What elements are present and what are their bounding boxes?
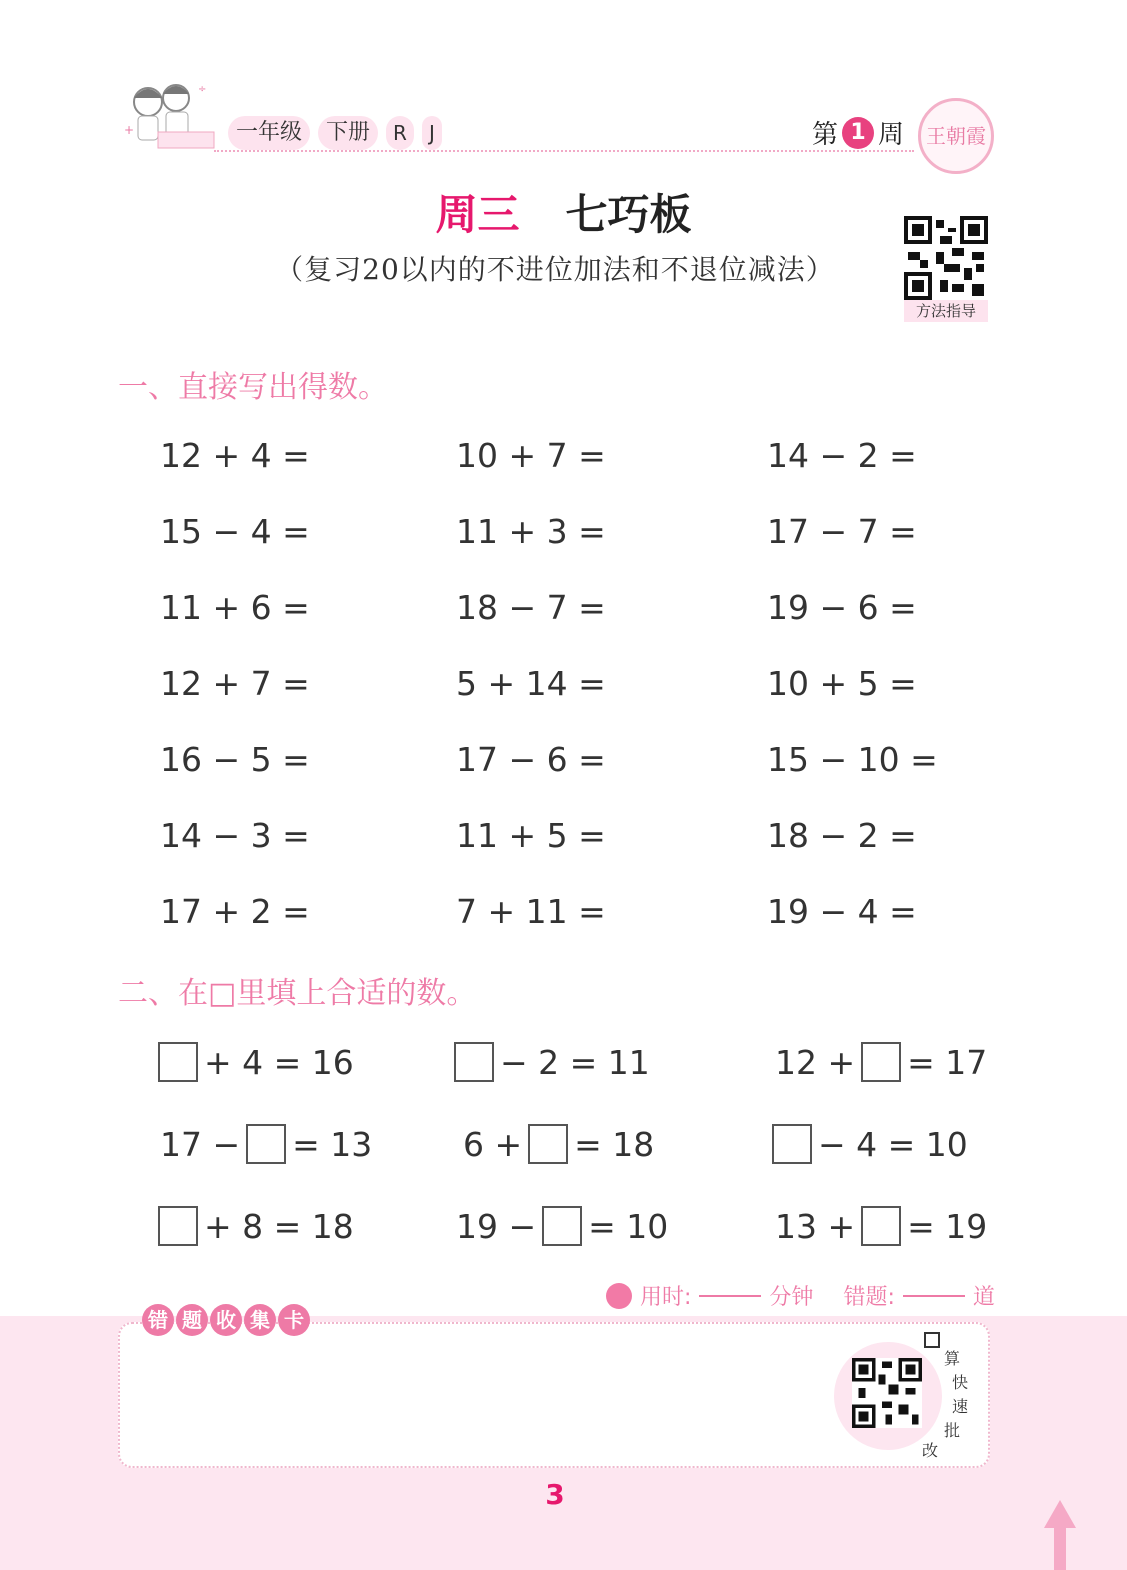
week-prefix: 第 bbox=[812, 120, 839, 150]
answer-box[interactable] bbox=[528, 1124, 568, 1164]
answer-box[interactable] bbox=[861, 1206, 901, 1246]
fill-after: − 2 = 11 bbox=[500, 1042, 650, 1082]
qr-code-icon[interactable] bbox=[904, 216, 988, 300]
qr-side-char: 改 bbox=[922, 1441, 939, 1460]
edition-tag-j: J bbox=[422, 116, 442, 150]
answer-box[interactable] bbox=[861, 1042, 901, 1082]
problem-2-1: 15 − 4 = bbox=[160, 512, 310, 551]
problem-6-1: 14 − 3 = bbox=[160, 816, 310, 855]
svg-text:+: + bbox=[124, 123, 135, 137]
problem-4-2: 5 + 14 = bbox=[456, 664, 606, 703]
fill-after: − 4 = 10 bbox=[818, 1124, 968, 1164]
problem-5-3: 15 − 10 = bbox=[767, 740, 938, 779]
qr-caption: 方法指导 bbox=[904, 300, 988, 322]
checkbox-icon bbox=[924, 1332, 940, 1348]
fill-after: = 13 bbox=[292, 1124, 373, 1164]
error-blank[interactable] bbox=[903, 1295, 965, 1297]
edition-tag-r: R bbox=[386, 116, 414, 150]
problem-6-3: 18 − 2 = bbox=[767, 816, 917, 855]
page-subtitle: （复习20以内的不进位加法和不退位减法） bbox=[275, 253, 835, 286]
arrow-up-icon bbox=[1040, 1498, 1080, 1570]
problem-3-3: 19 − 6 = bbox=[767, 588, 917, 627]
fill-problem-2-2 bbox=[463, 1124, 654, 1164]
section-2-title: 二、在□里填上合适的数。 bbox=[118, 976, 477, 1011]
fill-before: 6 + bbox=[463, 1124, 523, 1164]
title-day: 周三 bbox=[435, 190, 520, 239]
card-title-char: 收 bbox=[210, 1304, 242, 1336]
qr-side-char: 批 bbox=[944, 1421, 961, 1440]
fill-after: + 4 = 16 bbox=[204, 1042, 354, 1082]
grade-tags bbox=[228, 116, 442, 150]
author-seal-logo: 王朝霞 bbox=[918, 98, 994, 174]
qr-code-icon[interactable] bbox=[852, 1358, 922, 1428]
card-title-char: 错 bbox=[142, 1304, 174, 1336]
grade-tag: 一年级 bbox=[228, 116, 310, 150]
problem-1-1: 12 + 4 = bbox=[160, 436, 310, 475]
week-number-badge: 1 bbox=[842, 117, 874, 149]
time-label: 用时: bbox=[640, 1285, 692, 1310]
qr-side-char: 快 bbox=[952, 1373, 969, 1392]
volume-tag: 下册 bbox=[318, 116, 378, 150]
answer-box[interactable] bbox=[158, 1206, 198, 1246]
children-illustration bbox=[118, 72, 218, 162]
fill-after: = 10 bbox=[588, 1206, 669, 1246]
answer-box[interactable] bbox=[158, 1042, 198, 1082]
fill-before: 19 − bbox=[456, 1206, 537, 1246]
fill-before: 17 − bbox=[160, 1124, 241, 1164]
fill-after: = 17 bbox=[907, 1042, 988, 1082]
fill-problem-3-3 bbox=[775, 1206, 987, 1246]
fill-after: + 8 = 18 bbox=[204, 1206, 354, 1246]
problem-3-2: 18 − 7 = bbox=[456, 588, 606, 627]
error-unit: 道 bbox=[972, 1285, 995, 1310]
time-unit: 分钟 bbox=[769, 1285, 814, 1310]
problem-1-3: 14 − 2 = bbox=[767, 436, 917, 475]
card-title-char: 题 bbox=[176, 1304, 208, 1336]
week-suffix: 周 bbox=[878, 120, 905, 150]
problem-7-3: 19 − 4 = bbox=[767, 892, 917, 931]
fill-problem-3-1 bbox=[158, 1206, 354, 1246]
time-blank[interactable] bbox=[699, 1295, 761, 1297]
page-number: 3 bbox=[545, 1478, 565, 1511]
fill-problem-2-1 bbox=[160, 1124, 372, 1164]
title-topic: 七巧板 bbox=[565, 190, 692, 239]
problem-7-2: 7 + 11 = bbox=[456, 892, 606, 931]
header-divider bbox=[214, 150, 914, 152]
error-card-title bbox=[142, 1304, 310, 1336]
fill-problem-2-3 bbox=[772, 1124, 968, 1164]
answer-box[interactable] bbox=[454, 1042, 494, 1082]
problem-2-2: 11 + 3 = bbox=[456, 512, 606, 551]
week-label bbox=[812, 114, 904, 151]
fill-problem-1-2 bbox=[454, 1042, 650, 1082]
fill-problem-1-1 bbox=[158, 1042, 354, 1082]
fill-after: = 18 bbox=[574, 1124, 655, 1164]
problem-6-2: 11 + 5 = bbox=[456, 816, 606, 855]
time-record bbox=[606, 1280, 995, 1311]
fill-problem-1-3 bbox=[775, 1042, 987, 1082]
fill-problem-3-2 bbox=[456, 1206, 668, 1246]
problem-3-1: 11 + 6 = bbox=[160, 588, 310, 627]
problem-4-3: 10 + 5 = bbox=[767, 664, 917, 703]
problem-1-2: 10 + 7 = bbox=[456, 436, 606, 475]
qr-side-char: 算 bbox=[944, 1349, 961, 1368]
card-title-char: 卡 bbox=[278, 1304, 310, 1336]
qr-side-char: 速 bbox=[952, 1397, 969, 1416]
fill-before: 13 + bbox=[775, 1206, 856, 1246]
svg-text:÷: ÷ bbox=[198, 84, 207, 95]
problem-7-1: 17 + 2 = bbox=[160, 892, 310, 931]
card-title-char: 集 bbox=[244, 1304, 276, 1336]
stopwatch-icon bbox=[606, 1283, 632, 1309]
problem-5-1: 16 − 5 = bbox=[160, 740, 310, 779]
error-label: 错题: bbox=[843, 1285, 895, 1310]
answer-box[interactable] bbox=[772, 1124, 812, 1164]
problem-2-3: 17 − 7 = bbox=[767, 512, 917, 551]
problem-4-1: 12 + 7 = bbox=[160, 664, 310, 703]
fill-before: 12 + bbox=[775, 1042, 856, 1082]
answer-box[interactable] bbox=[246, 1124, 286, 1164]
section-1-title: 一、直接写出得数。 bbox=[118, 370, 388, 405]
fill-after: = 19 bbox=[907, 1206, 988, 1246]
problem-5-2: 17 − 6 = bbox=[456, 740, 606, 779]
answer-box[interactable] bbox=[542, 1206, 582, 1246]
